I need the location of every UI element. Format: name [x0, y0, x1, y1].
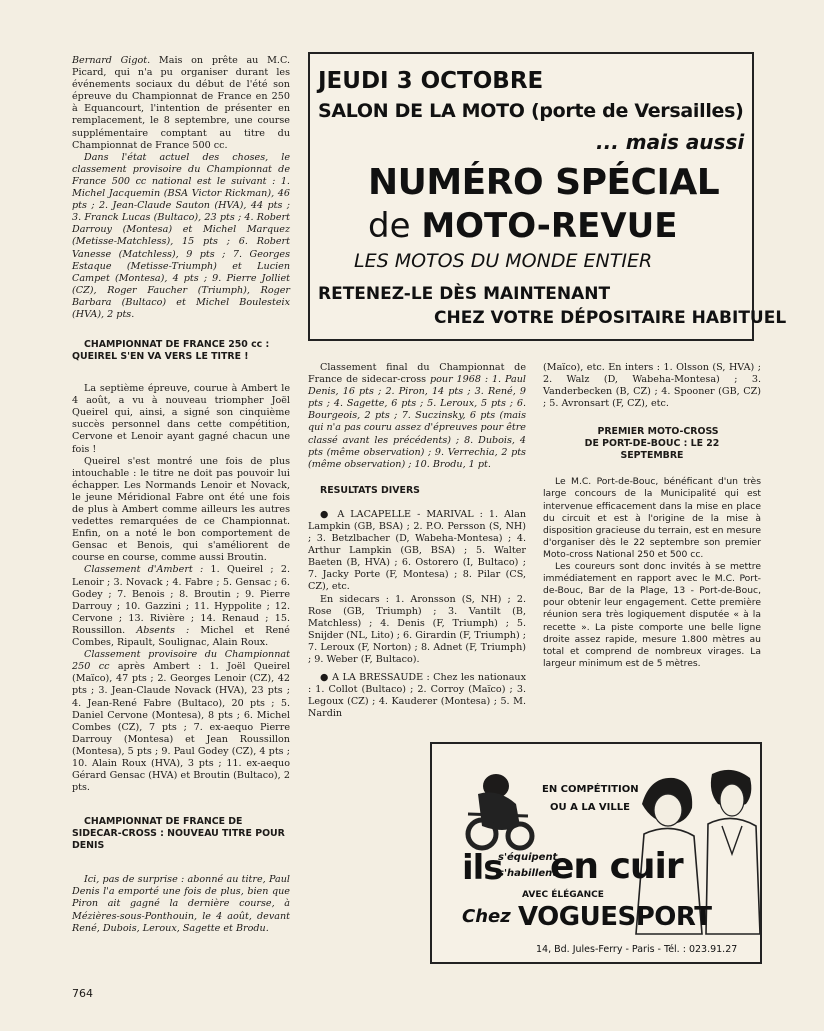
paragraph: Queirel s'est montré une fois de plus intouchable : le titre ne doit pas pouvoir lui échapper. Les Normands Lenoir et Novack, le jeune Méridional Fabre ont été une fois de plus à Ambert comme ailleurs les autres vedettes remarquées de ce Championnat. Enfin, on a noté le bon comportement de Gensac et Benois, qui s'améliorent de course en course, comme aussi Broutin.: [72, 455, 290, 564]
ad-motos-monde: LES MOTOS DU MONDE ENTIER: [354, 250, 653, 272]
ad-habillent: s'habillent: [498, 868, 558, 879]
text: Chez les nationaux : 1. Collot (Bultaco) ; 2. Corroy (Maïco) ; 3. Legoux (CZ) ; 4. Kauderer (Montesa) ; 5. M. Nardin: [308, 672, 527, 720]
paragraph: [308, 362, 526, 471]
ad-salon: SALON DE LA MOTO (porte de Versailles): [318, 100, 744, 122]
ad-ils: ils: [462, 848, 503, 888]
ad-equipent: s'équipent: [498, 852, 558, 863]
text: Classement d'Ambert :: [84, 564, 204, 576]
brand-text: MOTO-REVUE: [421, 206, 678, 246]
ad-moto-revue: [308, 52, 787, 341]
ad-retenez: RETENEZ-LE DÈS MAINTENANT: [318, 284, 611, 304]
column-right: [543, 362, 761, 670]
text: Classement final du Championnat de France de sidecar-cross: [308, 362, 526, 386]
paragraph: [308, 509, 526, 594]
text: ● A LACAPELLE - MARIVAL :: [320, 508, 483, 520]
column-left: [72, 55, 290, 935]
text: de: [368, 206, 422, 246]
section-heading: CHAMPIONNAT DE FRANCE 250 cc : QUEIREL S'EN VA VERS LE TITRE !: [72, 339, 270, 363]
paragraph: Ici, pas de surprise : abonné au titre, Paul Denis l'a emporté une fois de plus, bien que Piron ait gagné la dernière course, à Mézières-sous-Ponthouin, le 4 août, devant René, Dubois, Leroux, Sagette et Brodu.: [72, 874, 290, 934]
section-heading: PREMIER MOTO-CROSS DE PORT-DE-BOUC : LE 22 SEPTEMBRE: [584, 426, 720, 462]
ad-numero-special: NUMÉRO SPÉCIAL: [368, 162, 720, 203]
paragraph: [308, 672, 526, 720]
ad-elegance: AVEC ÉLÉGANCE: [522, 890, 604, 900]
column-middle: [308, 362, 526, 720]
paragraph: (Maïco), etc. En inters : 1. Olsson (S, HVA) ; 2. Walz (D, Wabeha-Montesa) ; 3. Vanderbecken (B, CZ) ; 4. Spooner (GB, CZ) ; 5. Avronsart (F, CZ), etc.: [543, 362, 761, 410]
text: Mais on prête au M.C. Picard, qui n'a pu organiser durant les événements sociaux du début de l'été son épreuve du Championnat de France en 250 à Equancourt, l'intention de présenter en remplacement, le 8 septembre, une course supplémentaire comptant au titre du Championnat de France 500 cc.: [72, 55, 290, 151]
ad-competition: EN COMPÉTITION: [542, 784, 639, 795]
page-number: 764: [72, 987, 93, 1000]
paragraph: [72, 649, 290, 794]
paragraph: [72, 55, 290, 152]
section-heading: RESULTATS DIVERS: [320, 484, 420, 496]
ad-moto-revue-title: [368, 206, 677, 246]
paragraph: [72, 564, 290, 649]
ad-brand: VOGUESPORT: [518, 902, 712, 932]
ad-depositaire: CHEZ VOTRE DÉPOSITAIRE HABITUEL: [434, 308, 787, 328]
ad-date: JEUDI 3 OCTOBRE: [318, 68, 544, 94]
text: Classement provisoire du Championnat 250 cc: [72, 649, 290, 673]
paragraph: Les coureurs sont donc invités à se mettre immédiatement en rapport avec le M.C. Port-de-Bouc, Bar de la Plage, 13 - Port-de-Bouc, pour obtenir leur engagement. Cette première réunion sera très logiquement disputée « à la recette ». La piste comporte une belle ligne droite assez rapide, mesure 1.800 mètres au total et comprend de nombreux virages. La largeur minimum est de 5 mètres.: [543, 561, 761, 669]
text: après Ambert : 1. Joël Queirel (Maïco), 47 pts ; 2. Georges Lenoir (CZ), 42 pts ; 3. Jean-Claude Novack (HVA), 23 pts ; 4. Jean-René Fabre (Bultaco), 20 pts ; 5. Daniel Cervone (Montesa), 8 pts ; 6. Michel Combes (CZ), 7 pts ; 7. ex-aequo Pierre Darrouy (Montesa) et Jean Roussillon (Montesa), 5 pts ; 9. Paul Godey (CZ), 4 pts ; 10. Alain Roux (HVA), 3 pts ; 11. ex-aequo Gérard Gensac (HVA) et Broutin (Bultaco), 2 pts.: [72, 661, 290, 794]
paragraph: Dans l'état actuel des choses, le classement provisoire du Championnat de France 500 cc national est le suivant : 1. Michel Jacquemin (BSA Victor Rickman), 46 pts ; 2. Jean-Claude Sauton (HVA), 44 pts ; 3. Franck Lucas (Bultaco), 23 pts ; 4. Robert Darrouy (Montesa) et Michel Marquez (Metisse-Matchless), 15 pts ; 6. Robert Vanesse (Matchless), 9 pts ; 7. Georges Estaque (Metisse-Triumph) et Lucien Campet (Montesa), 4 pts ; 9. Pierre Jolliet (CZ), Roger Faucher (Triumph), Roger Barbara (Bultaco) et Michel Boulesteix (HVA), 2 pts.: [72, 151, 290, 320]
ad-chez: Chez: [462, 906, 511, 927]
paragraph: En sidecars : 1. Aronsson (S, NH) ; 2. Rose (GB, Triumph) ; 3. Vantilt (B, Matchless) ; 4. Denis (F, Triumph) ; 5. Snijder (NL, Lito) ; 6. Girardin (F, Triumph) ; 7. Leroux (F, Norton) ; 8. Adnet (F, Triumph) ; 9. Weber (F, Bultaco).: [308, 593, 526, 665]
ad-address: 14, Bd. Jules-Ferry - Paris - Tél. : 023.91.27: [536, 944, 738, 955]
section-heading: CHAMPIONNAT DE FRANCE DE SIDECAR-CROSS : NOUVEAU TITRE POUR DENIS: [72, 816, 285, 852]
text: ● A LA BRESSAUDE :: [320, 672, 430, 684]
ad-aussi: ... mais aussi: [596, 130, 745, 154]
text: pour 1968 : 1. Paul Denis, 16 pts ; 2. Piron, 14 pts ; 3. René, 9 pts ; 4. Sagette, 6 pts ; 5. Leroux, 5 pts ; 6. Bourgeois, 2 pts ; 7. Suczinsky, 6 pts (mais qui n'a pas couru assez d'épreuves pour être classé avant les précédents) ; 8. Dubois, 4 pts (même observation) ; 9. Verrechia, 2 pts (même observation) ; 10. Brodu, 1 pt.: [308, 374, 526, 470]
paragraph: Le M.C. Port-de-Bouc, bénéficant d'un très large concours de la Municipalité qui est intervenue efficacement dans la mise en place du circuit et est à l'origine de la mise à disposition gracieuse du terrain, est en mesure d'organiser dès le 22 septembre son premier Moto-cross National 250 et 500 cc.: [543, 476, 761, 560]
text: Michel et René Combes, Ripault, Soulignac, Alain Roux.: [72, 624, 290, 649]
ad-en-cuir: en cuir: [550, 846, 683, 887]
text: Absents :: [136, 624, 190, 636]
ad-ville: OU A LA VILLE: [550, 802, 630, 813]
ad-voguesport: [430, 742, 762, 964]
paragraph: La septième épreuve, courue à Ambert le 4 août, a vu à nouveau triompher Joël Queirel qui, ainsi, a signé son cinquième succès personnel dans cette compétition, Cervone et Lenoir ayant gagné chacun une fois !: [72, 383, 290, 455]
text: 1. Queirel ; 2. Lenoir ; 3. Novack ; 4. Fabre ; 5. Gensac ; 6. Godey ; 7. Benois ; 8. Broutin ; 9. Pierre Darrouy ; 10. Gazzini ; 11. Hyppolite ; 12. Cervone ; 13. Rivière ; 14. Renaud ; 15. Roussillon.: [72, 564, 291, 636]
text: 1. Alan Lampkin (GB, BSA) ; 2. P.O. Persson (S, NH) ; 3. Betzlbacher (D, Wabeha-Montesa) ; 4. Arthur Lampkin (GB, BSA) ; 5. Walter Baeten (B, HVA) ; 6. Ostorero (I, Bultaco) ; 7. Jacky Porte (F, Montesa) ; 8. Pilar (CS, CZ), etc.: [308, 508, 526, 593]
name-text: Bernard Gigot.: [72, 55, 151, 66]
motorcyclist-illustration: [458, 764, 538, 854]
